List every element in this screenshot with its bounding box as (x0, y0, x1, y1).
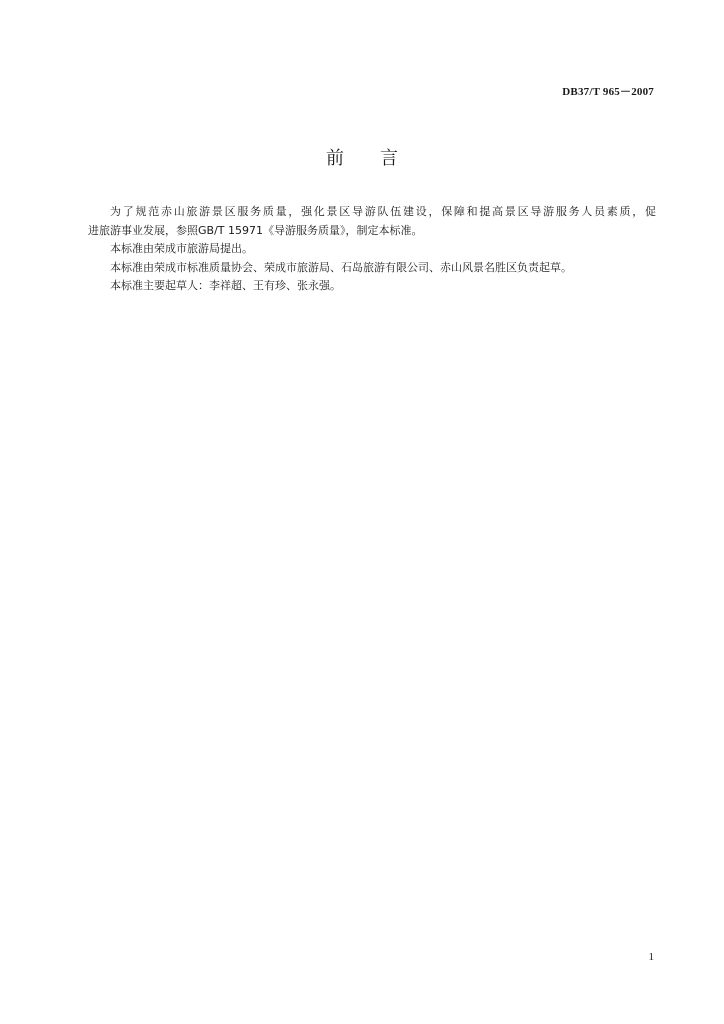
standard-code: DB37/T 965－2007 (562, 86, 654, 98)
paragraph-line: 为了规范赤山旅游景区服务质量，强化景区导游队伍建设，保障和提高景区导游服务人员素质，促 (110, 205, 656, 218)
paragraph-drafting-units: 本标准由荣成市标准质量协会、荣成市旅游局、石岛旅游有限公司、赤山风景名胜区负责起草。 (110, 260, 572, 274)
foreword-body (88, 203, 656, 296)
paragraph-proposer: 本标准由荣成市旅游局提出。 (110, 242, 253, 255)
paragraph-purpose (88, 203, 656, 240)
page-title (0, 144, 724, 170)
paragraph-drafters: 本标准主要起草人：李祥超、王有珍、张永强。 (110, 279, 341, 292)
page-number: 1 (648, 951, 654, 963)
title-char-1: 前 (326, 148, 344, 169)
title-char-2: 言 (380, 148, 398, 169)
paragraph-line: 进旅游事业发展，参照GB/T 15971《导游服务质量》，制定本标准。 (88, 223, 423, 237)
